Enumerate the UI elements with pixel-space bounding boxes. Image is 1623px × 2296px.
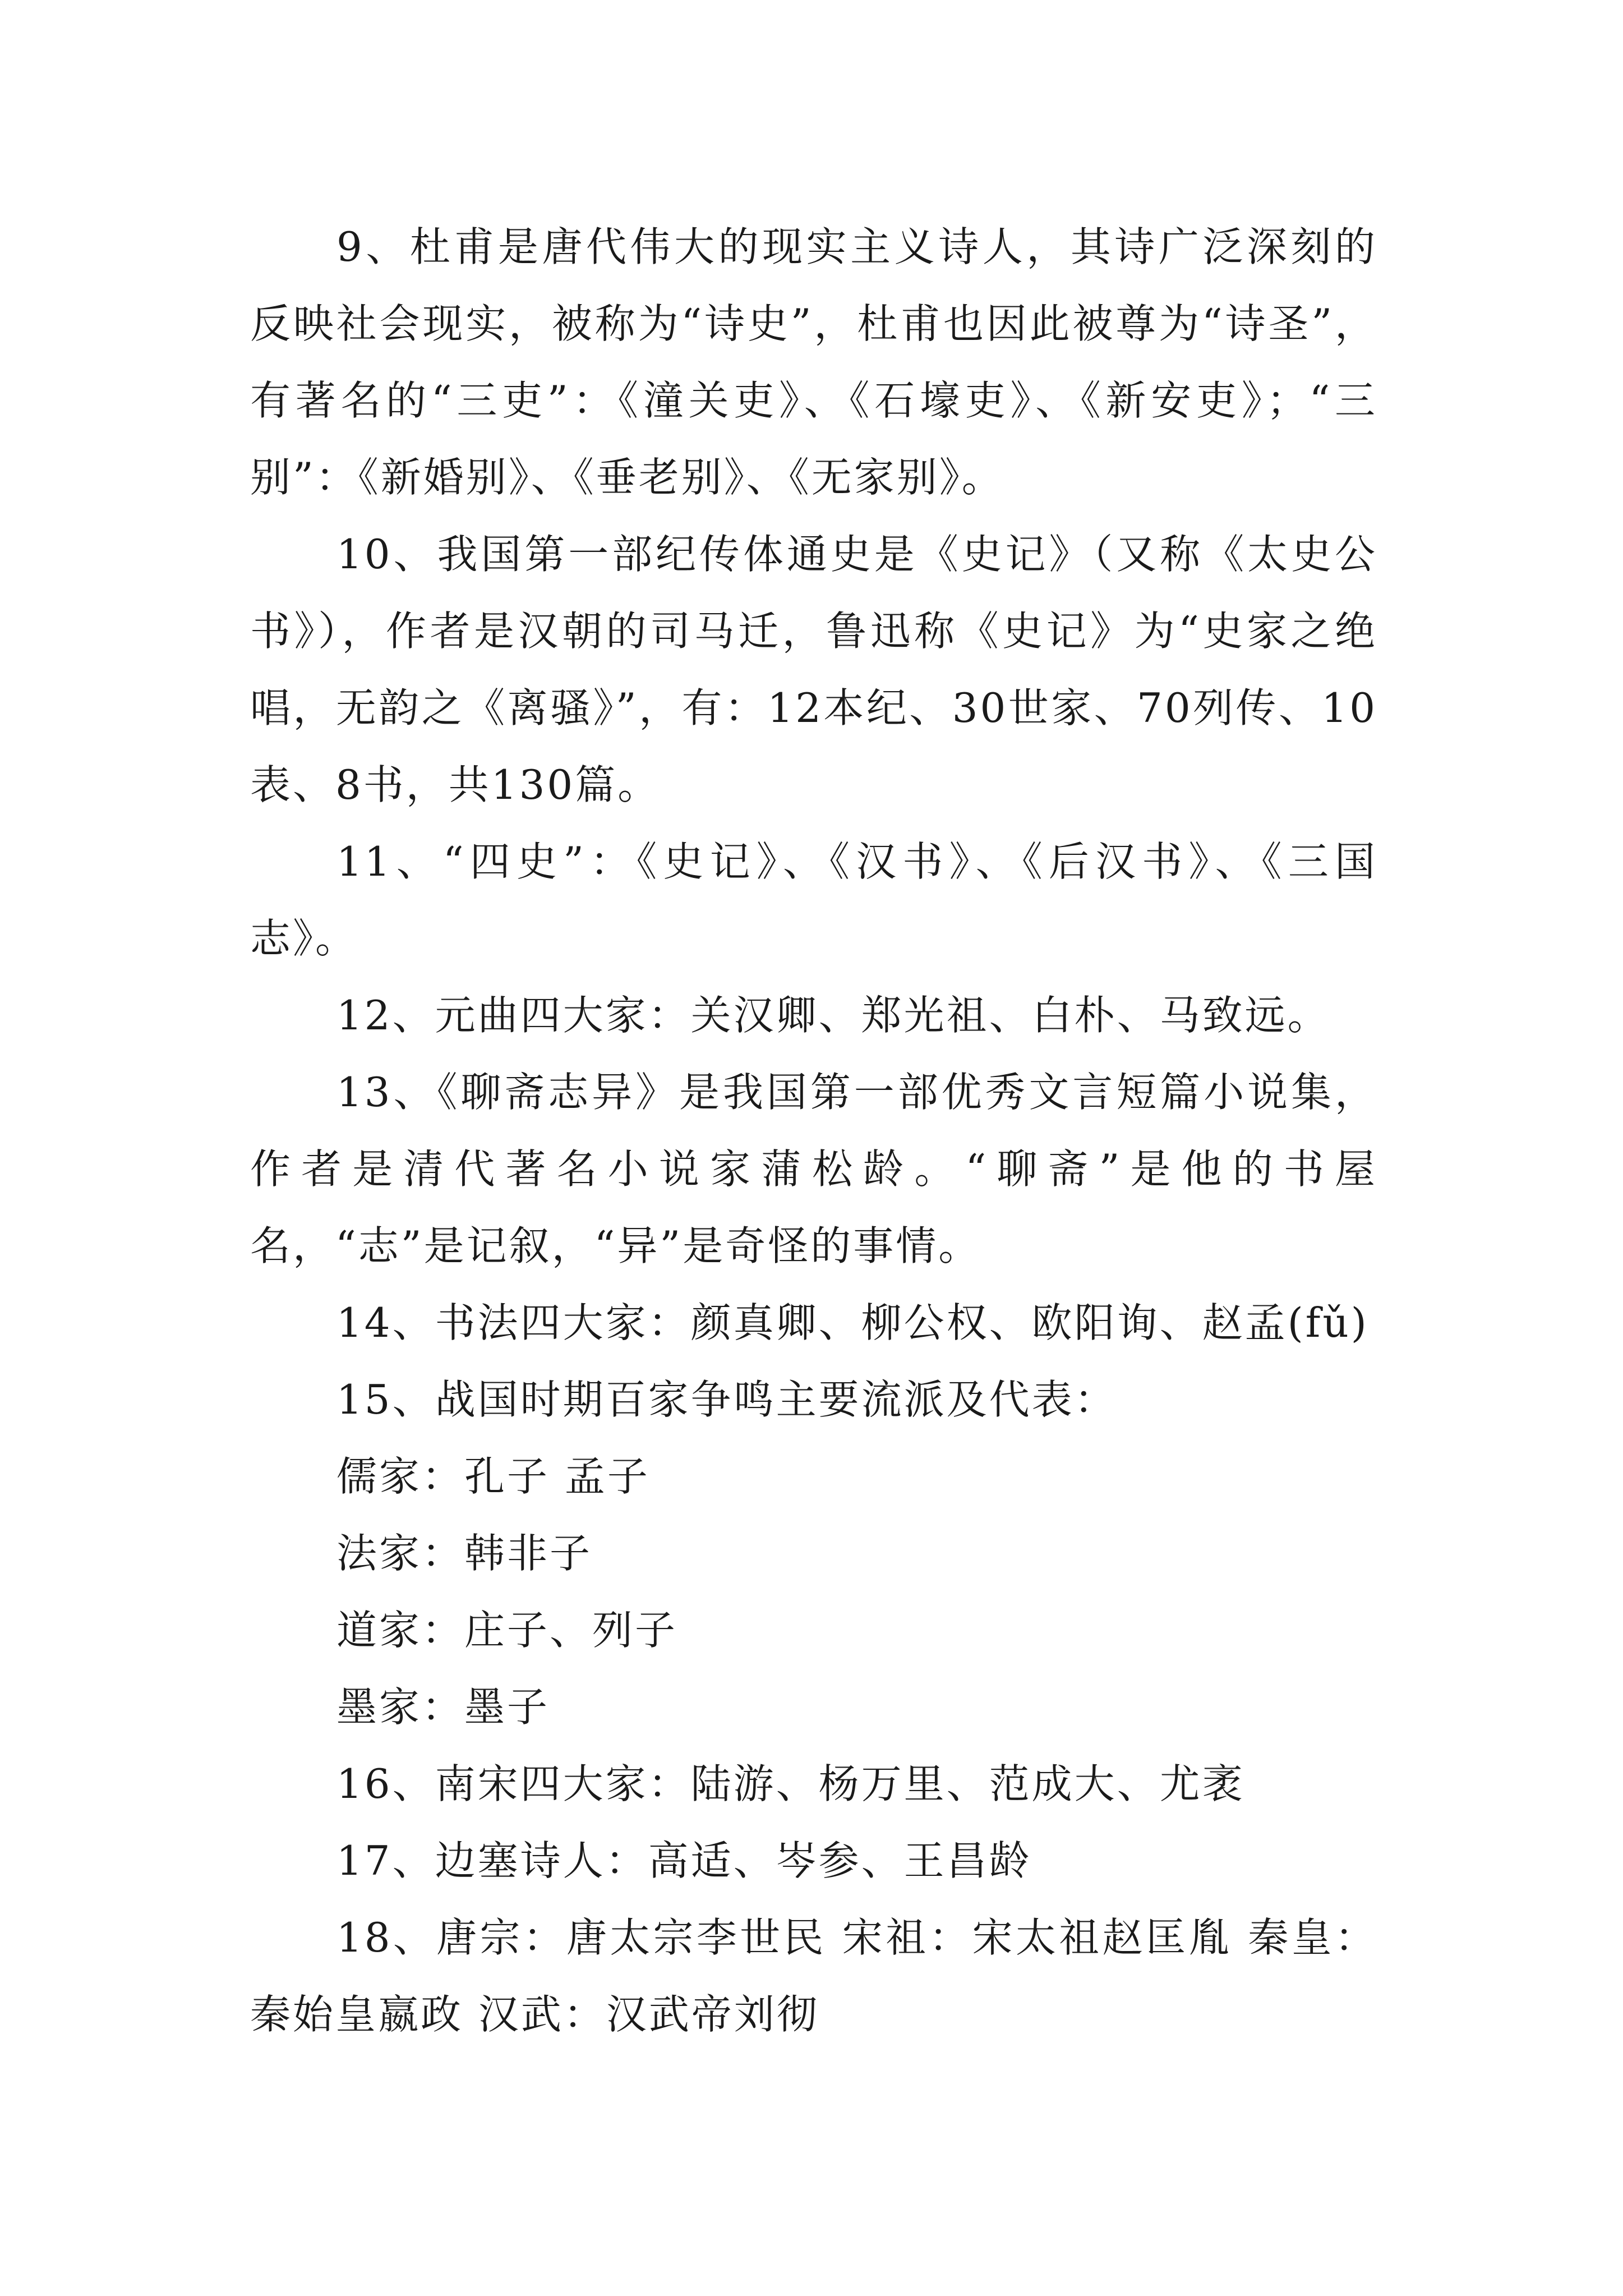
paragraph-17-frontier-poets: 17、边塞诗人：高适、岑参、王昌龄 bbox=[336, 1837, 1032, 1884]
paragraph-18-emperors: 18、唐宗：唐太宗李世民 宋祖：宋太祖赵匡胤 秦皇：秦始皇嬴政 汉武：汉武帝刘彻 bbox=[250, 1914, 1377, 2038]
paragraph-9-du-fu: 9、杜甫是唐代伟大的现实主义诗人，其诗广泛深刻的反映社会现实，被称为“诗史”，杜甫也因此被尊为“诗圣”，有著名的“三吏”：《潼关吏》、《石壕吏》、《新安吏》；“三别”：《新婚别》、《垂老别》、《无家别》。 bbox=[250, 223, 1377, 501]
paragraph-16-southern-song-poets: 16、南宋四大家：陆游、杨万里、范成大、尤袤 bbox=[336, 1760, 1245, 1807]
paragraph-confucianism: 儒家：孔子 孟子 bbox=[336, 1453, 650, 1500]
paragraph-mohism: 墨家：墨子 bbox=[336, 1683, 550, 1731]
paragraph-14-calligraphy-masters: 14、书法四大家：颜真卿、柳公权、欧阳询、赵孟(fǔ) bbox=[336, 1299, 1369, 1346]
paragraph-10-shiji: 10、我国第一部纪传体通史是《史记》（又称《太史公书》），作者是汉朝的司马迁，鲁迅称《史记》为“史家之绝唱，无韵之《离骚》”，有：12本纪、30世家、70列传、10表、8书，共130篇。 bbox=[250, 531, 1377, 808]
paragraph-12-yuanqu-masters: 12、元曲四大家：关汉卿、郑光祖、白朴、马致远。 bbox=[336, 992, 1330, 1039]
paragraph-legalism: 法家：韩非子 bbox=[336, 1530, 593, 1577]
paragraph-11-four-histories: 11、“四史”：《史记》、《汉书》、《后汉书》、《三国志》。 bbox=[250, 838, 1377, 962]
paragraph-15-hundred-schools: 15、战国时期百家争鸣主要流派及代表： bbox=[336, 1376, 1117, 1423]
paragraph-taoism: 道家：庄子、列子 bbox=[336, 1607, 678, 1654]
document-body bbox=[250, 209, 1377, 2053]
paragraph-13-liaozhai: 13、《聊斋志异》是我国第一部优秀文言短篇小说集，作者是清代著名小说家蒲松龄。“聊斋”是他的书屋名，“志”是记叙，“异”是奇怪的事情。 bbox=[250, 1069, 1377, 1269]
